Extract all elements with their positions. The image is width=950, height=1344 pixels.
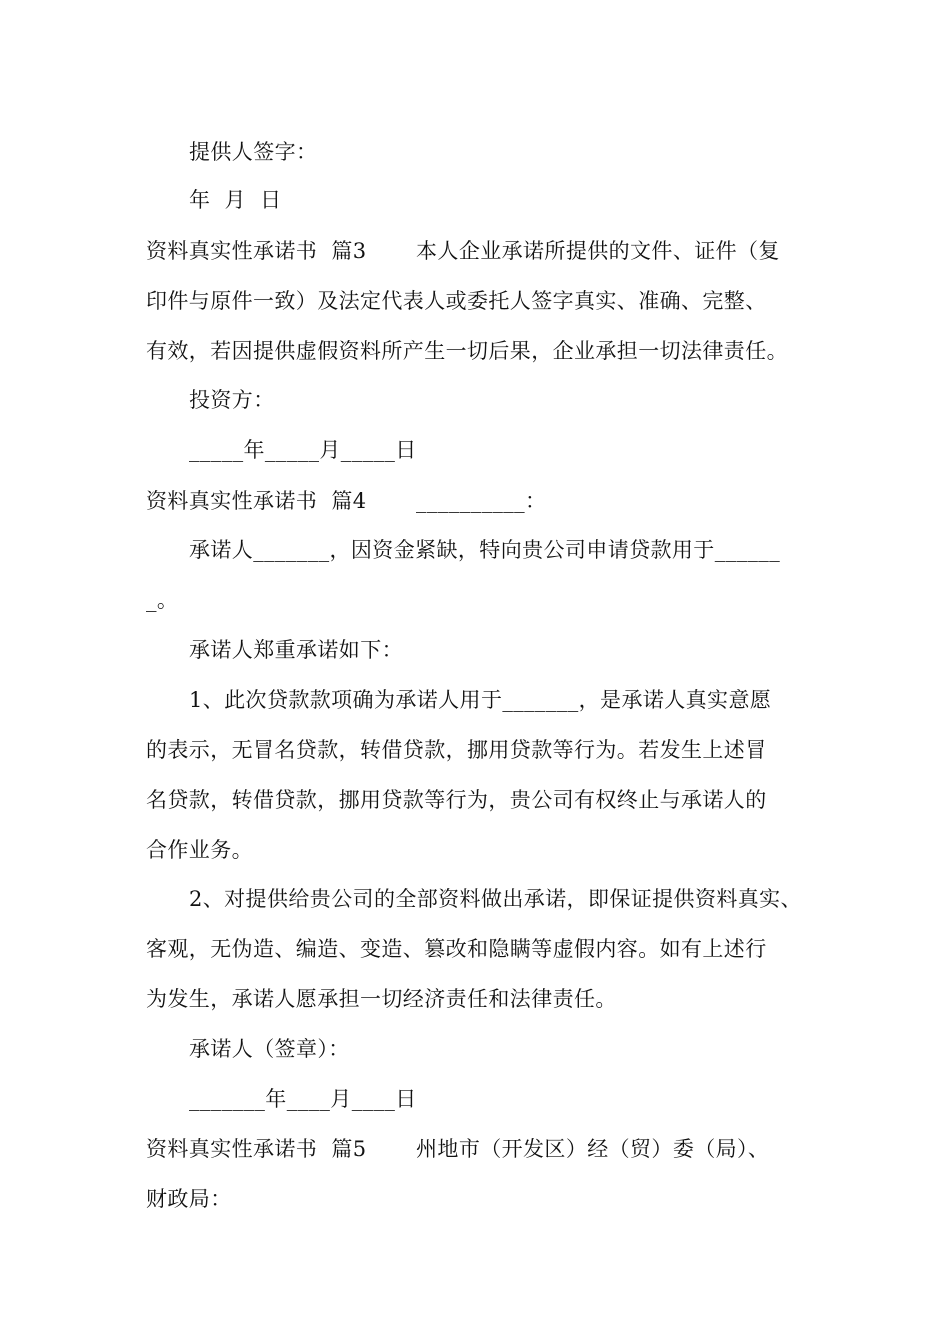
commitment-item-2-line: 为发生，承诺人愿承担一切经济责任和法律责任。	[146, 987, 617, 1011]
commitment-item-1-line: 的表示，无冒名贷款，转借贷款，挪用贷款等行为。若发生上述冒	[146, 738, 767, 762]
commitment-item-2-line: 客观，无伪造、编造、变造、篡改和隐瞒等虚假内容。如有上述行	[146, 937, 767, 961]
section-3-text-line: 有效，若因提供虚假资料所产生一切后果，企业承担一切法律责任。	[146, 339, 788, 363]
date-blank-line: _____年_____月_____日	[189, 438, 417, 462]
promisor-signature-label: 承诺人（签章）：	[189, 1037, 350, 1061]
commitment-item-1-line: 名贷款，转借贷款，挪用贷款等行为，贵公司有权终止与承诺人的	[146, 788, 767, 812]
section-4-heading: 资料真实性承诺书 篇4 __________：	[146, 489, 547, 513]
section-4-text-line: _。	[146, 588, 179, 612]
section-5-text-line: 财政局：	[146, 1187, 232, 1211]
commitment-item-1-line: 1、此次贷款款项确为承诺人用于_______，是承诺人真实意愿	[189, 688, 772, 712]
section-3-heading: 资料真实性承诺书 篇3 本人企业承诺所提供的文件、证件（复	[146, 239, 780, 263]
date-blank-line: _______年____月____日	[189, 1087, 417, 1111]
investor-label: 投资方：	[189, 388, 275, 412]
commitment-item-2-line: 2、对提供给贵公司的全部资料做出承诺，即保证提供资料真实、	[189, 887, 802, 911]
section-4-text-line: 承诺人_______，因资金紧缺，特向贵公司申请贷款用于______	[189, 538, 781, 562]
section-5-heading: 资料真实性承诺书 篇5 州地市（开发区）经（贸）委（局）、	[146, 1137, 770, 1161]
commitment-item-1-line: 合作业务。	[146, 838, 253, 862]
signature-label: 提供人签字：	[189, 140, 318, 164]
section-3-text-line: 印件与原件一致）及法定代表人或委托人签字真实、准确、完整、	[146, 289, 767, 313]
date-line: 年 月 日	[189, 188, 282, 212]
commitment-intro: 承诺人郑重承诺如下：	[189, 638, 403, 662]
